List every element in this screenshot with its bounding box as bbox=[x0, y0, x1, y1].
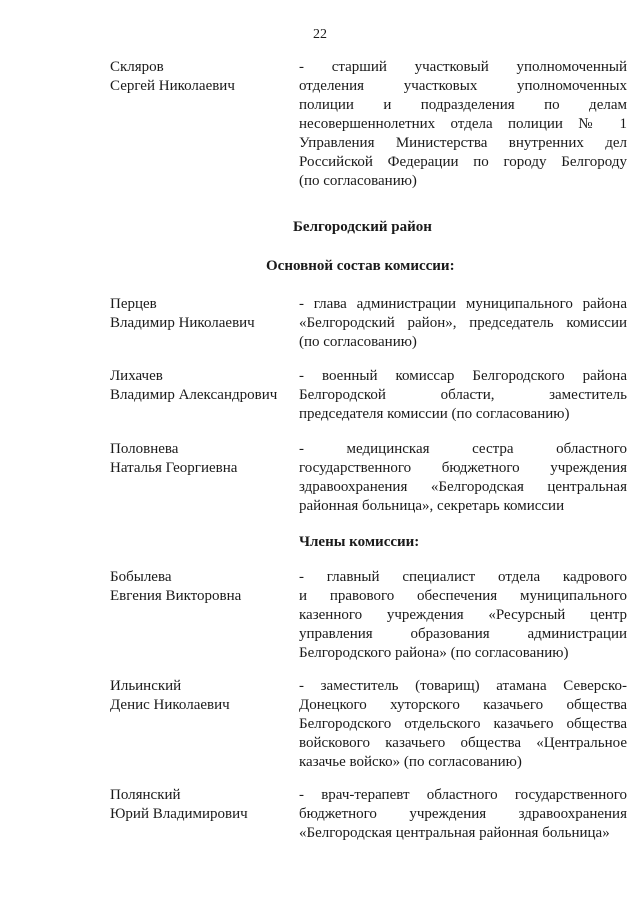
member-surname: Скляров bbox=[110, 59, 164, 75]
member-given-name: Владимир Александрович bbox=[110, 387, 278, 403]
role-line: - заместитель (товарищ) атамана Северско- bbox=[299, 678, 627, 694]
role-line: - врач-терапевт областного государственного bbox=[299, 787, 627, 803]
member-role bbox=[299, 58, 627, 191]
role-line: (по согласованию) bbox=[299, 334, 417, 350]
member-surname: Ильинский bbox=[110, 678, 182, 694]
member-role bbox=[299, 440, 627, 516]
member-name bbox=[110, 440, 290, 478]
role-line: - медицинская сестра областного bbox=[299, 441, 627, 457]
role-line: - военный комиссар Белгородского района bbox=[299, 368, 627, 384]
member-name bbox=[110, 367, 290, 405]
role-line: - глава администрации муниципального района bbox=[299, 296, 627, 312]
role-line: казачье войско» (по согласованию) bbox=[299, 754, 522, 770]
member-role bbox=[299, 568, 627, 663]
members-heading: Члены комиссии: bbox=[299, 534, 420, 550]
member-role bbox=[299, 367, 627, 424]
role-line: «Белгородский район», председатель комиссии bbox=[299, 315, 627, 331]
role-line: и правового обеспечения муниципального bbox=[299, 588, 627, 604]
member-given-name: Евгения Викторовна bbox=[110, 588, 242, 604]
section-title: Белгородский район bbox=[293, 219, 432, 235]
member-role bbox=[299, 295, 627, 352]
role-line: полиции и подразделения по делам bbox=[299, 97, 627, 113]
member-surname: Бобылева bbox=[110, 569, 172, 585]
member-given-name: Сергей Николаевич bbox=[110, 78, 235, 94]
role-line: «Белгородская центральная районная больница» bbox=[299, 825, 610, 841]
main-composition-heading: Основной состав комиссии: bbox=[266, 258, 455, 274]
role-line: управления образования администрации bbox=[299, 626, 627, 642]
role-line: государственного бюджетного учреждения bbox=[299, 460, 627, 476]
member-surname: Полянский bbox=[110, 787, 181, 803]
role-line: здравоохранения «Белгородская центральная bbox=[299, 479, 627, 495]
member-given-name: Денис Николаевич bbox=[110, 697, 230, 713]
role-line: районная больница», секретарь комиссии bbox=[299, 498, 565, 514]
role-line: Донецкого хуторского казачьего общества bbox=[299, 697, 627, 713]
role-line: Российской Федерации по городу Белгороду bbox=[299, 154, 627, 170]
role-line: войскового казачьего общества «Центральное bbox=[299, 735, 627, 751]
role-line: Белгородского района» (по согласованию) bbox=[299, 645, 569, 661]
role-line: Управления Министерства внутренних дел bbox=[299, 135, 627, 151]
role-line: бюджетного учреждения здравоохранения bbox=[299, 806, 627, 822]
member-given-name: Владимир Николаевич bbox=[110, 315, 255, 331]
member-name bbox=[110, 568, 290, 606]
member-given-name: Наталья Георгиевна bbox=[110, 460, 238, 476]
role-line: Белгородской области, заместитель bbox=[299, 387, 627, 403]
role-line: председателя комиссии (по согласованию) bbox=[299, 406, 570, 422]
page-number: 22 bbox=[313, 27, 327, 42]
member-surname: Лихачев bbox=[110, 368, 163, 384]
member-name bbox=[110, 58, 290, 96]
role-line: отделения участковых уполномоченных bbox=[299, 78, 627, 94]
role-line: - старший участковый уполномоченный bbox=[299, 59, 627, 75]
role-line: несовершеннолетних отдела полиции № 1 bbox=[299, 116, 627, 132]
role-line: - главный специалист отдела кадрового bbox=[299, 569, 627, 585]
member-name bbox=[110, 677, 290, 715]
member-surname: Перцев bbox=[110, 296, 157, 312]
member-given-name: Юрий Владимирович bbox=[110, 806, 248, 822]
member-role bbox=[299, 677, 627, 772]
role-line: казенного учреждения «Ресурсный центр bbox=[299, 607, 627, 623]
member-name bbox=[110, 786, 290, 824]
member-name bbox=[110, 295, 290, 333]
member-role bbox=[299, 786, 627, 843]
role-line: Белгородского отдельского казачьего общества bbox=[299, 716, 627, 732]
role-line: (по согласованию) bbox=[299, 173, 417, 189]
member-surname: Половнева bbox=[110, 441, 179, 457]
